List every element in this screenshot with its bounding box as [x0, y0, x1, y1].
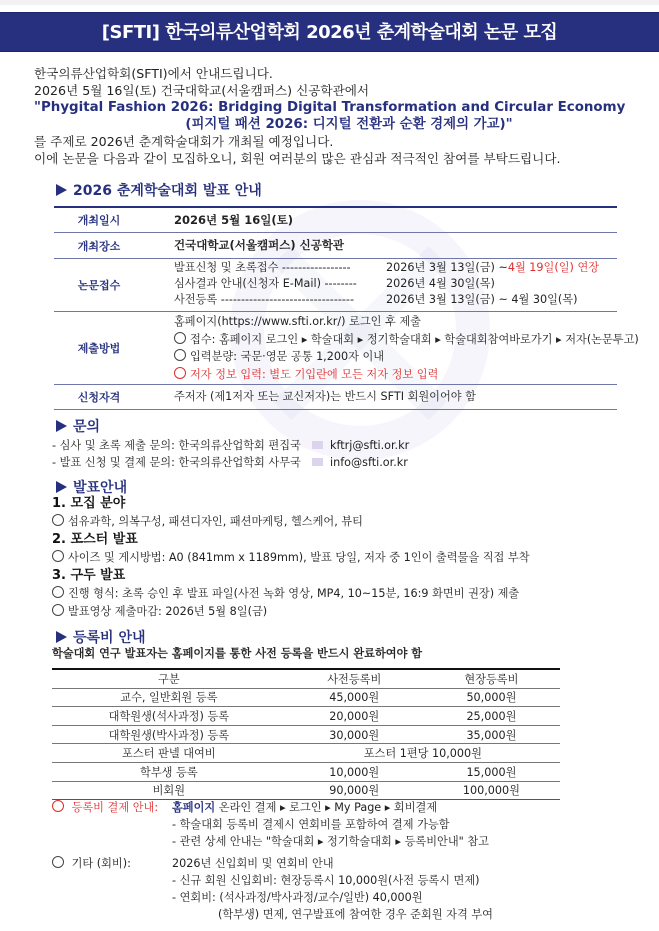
label-date: 개최일시 [77, 214, 121, 227]
payment-info [52, 799, 489, 850]
presentation-guide [52, 495, 530, 621]
circle-bullet-icon [52, 514, 64, 526]
table-row: 대학원생(박사과정) 등록 30,000원 35,000원 [52, 725, 560, 744]
triangle-bullet-icon [56, 631, 67, 643]
membership-line: 기타 (회비): 2026년 신입회비 및 연회비 안내 [52, 855, 493, 872]
contact-email[interactable]: kftrj@sfti.or.kr [330, 439, 410, 452]
value-submission [144, 259, 617, 311]
mail-icon [312, 441, 323, 449]
theme-english: "Phygital Fashion 2026: Bridging Digital Transformation and Circular Economy [34, 100, 626, 115]
circle-bullet-icon [174, 349, 186, 361]
circle-bullet-icon [174, 367, 186, 379]
section-heading-contact [56, 416, 100, 436]
homepage-link[interactable]: 홈페이지 [172, 801, 216, 814]
table-row: 교수, 일반회원 등록 45,000원 50,000원 [52, 688, 560, 707]
section-title: 2026 춘계학술대회 발표 안내 [73, 183, 262, 199]
triangle-bullet-icon [56, 481, 67, 493]
group-item: 발표영상 제출마감: 2026년 5월 8일(금) [52, 603, 530, 621]
intro-line: 이에 논문을 다음과 같이 모집하오니, 회원 여러분의 많은 관심과 적극적인 참여를 부탁드립니다. [34, 151, 561, 166]
label-venue: 개최장소 [77, 239, 121, 253]
group-heading: 3. 구두 발표 [52, 568, 126, 583]
group-item: 진행 형식: 초록 승인 후 발표 파일(사전 녹화 영상, MP4, 10~15분, 16:9 화면비 권장) 제출 [52, 585, 530, 603]
row-submission [54, 258, 617, 311]
method-line-warning: 저자 정보 입력: 별도 기입란에 모든 저자 정보 입력 [174, 366, 639, 384]
title-banner [0, 12, 659, 52]
circle-bullet-icon [52, 586, 64, 598]
top-strip [0, 0, 659, 5]
intro-line: 2026년 5월 16일(토) 건국대학교(서울캠퍼스) 신공학관에서 [34, 83, 370, 98]
membership-note: (학부생) 면제, 연구발표에 참여한 경우 준회원 자격 부여 [218, 908, 493, 921]
contact-item: - 발표 신청 및 결제 문의: 한국의류산업학회 사무국 info@sfti.or.kr [52, 456, 408, 469]
contact-list [52, 437, 409, 471]
triangle-bullet-icon [56, 420, 67, 432]
fee-table [52, 668, 560, 800]
intro-text [34, 65, 634, 167]
value-date: 2026년 5월 16일(토) [174, 213, 293, 227]
group-heading: 1. 모집 분야 [52, 496, 126, 511]
label-submission: 논문접수 [77, 279, 121, 292]
payment-note: - 관련 상세 안내는 "학술대회 ▸ 정기학술대회 ▸ 등록비안내" 참고 [172, 835, 489, 848]
method-line: 입력분량: 국문·영문 공통 1,200자 이내 [174, 348, 639, 366]
group-item: 사이즈 및 게시방법: A0 (841mm x 1189mm), 발표 당일, 저자 중 1인이 출력물을 직접 부착 [52, 549, 530, 567]
contact-email[interactable]: info@sfti.or.kr [330, 456, 408, 469]
table-row: 포스터 판넬 대여비 포스터 1편당 10,000원 [52, 744, 560, 763]
overview-table [54, 206, 639, 410]
membership-note: - 연회비: (석사과정/박사과정/교수/일반) 40,000원 [172, 891, 423, 904]
schedule-item: 사전등록 --------------------------------- 2026년 3월 13일(금) ~ 4월 30일(목) [174, 293, 578, 306]
membership-label: 기타 (회비): [52, 855, 172, 872]
section-title: 발표안내 [73, 480, 128, 496]
payment-line: 등록비 결제 안내: 홈페이지 온라인 결제 ▸ 로그인 ▸ My Page ▸ 회비결제 [52, 799, 489, 816]
theme-korean: (피지털 패션 2026: 디지털 전환과 순환 경제의 가교)" [185, 117, 513, 132]
row-venue [54, 232, 617, 258]
value-eligibility: 주저자 (제1저자 또는 교신저자)는 반드시 SFTI 회원이어야 함 [174, 390, 476, 403]
method-line: 접수: 홈페이지 로그인 ▸ 학술대회 ▸ 정기학술대회 ▸ 학술대회참여바로가기 ▸ 저자(논문투고) [174, 331, 639, 349]
membership-note: - 신규 회원 신입회비: 현장등록시 10,000원(사전 등록시 면제) [172, 874, 480, 887]
section-title: 등록비 안내 [73, 630, 146, 646]
value-venue: 건국대학교(서울캠퍼스) 신공학관 [174, 238, 345, 252]
table-row: 학부생 등록 10,000원 15,000원 [52, 762, 560, 781]
label-method: 제출방법 [77, 342, 121, 355]
payment-note: - 학술대회 등록비 결제시 연회비를 포함하여 결제 가능함 [172, 818, 450, 831]
page-title: [SFTI] 한국의류산업학회 2026년 춘계학술대회 논문 모집 [101, 22, 558, 43]
payment-label: 등록비 결제 안내: [52, 799, 172, 816]
group-item: 섬유과학, 의복구성, 패션디자인, 패션마케팅, 헬스케어, 뷰티 [52, 513, 530, 531]
schedule-item: 심사결과 안내(신청자 E-Mail) -------- 2026년 4월 30일(목) [174, 277, 495, 290]
section-heading-presentation [56, 477, 127, 497]
section-heading-overview [56, 180, 262, 200]
fee-table-header [52, 669, 560, 688]
contact-item: - 심사 및 초록 제출 문의: 한국의류산업학회 편집국 kftrj@sfti.or.kr [52, 439, 410, 452]
group-heading: 2. 포스터 발표 [52, 532, 138, 547]
mail-icon [312, 458, 323, 466]
row-eligibility [54, 384, 617, 410]
value-method [144, 312, 639, 384]
section-heading-fees [56, 627, 146, 647]
circle-bullet-icon [52, 604, 64, 616]
column-header: 구분 [52, 669, 286, 688]
table-row: 대학원생(석사과정) 등록 20,000원 25,000원 [52, 707, 560, 726]
circle-bullet-icon [52, 856, 64, 868]
intro-line: 를 주제로 2026년 춘계학술대회가 개최될 예정입니다. [34, 134, 334, 149]
circle-bullet-icon [174, 332, 186, 344]
membership-info [52, 855, 493, 923]
fees-subtitle: 학술대회 연구 발표자는 홈페이지를 통한 사전 등록을 반드시 완료하여야 함 [52, 647, 423, 660]
row-method [54, 311, 639, 384]
label-eligibility: 신청자격 [77, 391, 121, 404]
row-date [54, 206, 617, 232]
table-row: 비회원 90,000원 100,000원 [52, 781, 560, 800]
method-line: 홈페이지(https://www.sfti.or.kr/) 로그인 후 제출 [174, 315, 421, 328]
circle-bullet-icon [52, 550, 64, 562]
column-header: 현장등록비 [423, 669, 560, 688]
section-title: 문의 [73, 419, 101, 435]
intro-line: 한국의류산업학회(SFTI)에서 안내드립니다. [34, 66, 273, 81]
circle-bullet-icon [52, 800, 64, 812]
column-header: 사전등록비 [286, 669, 423, 688]
triangle-bullet-icon [56, 184, 67, 196]
schedule-item: 발표신청 및 초록접수 ----------------- 2026년 3월 13일(금) ~ 4월 19일(일) 연장 [174, 261, 600, 274]
